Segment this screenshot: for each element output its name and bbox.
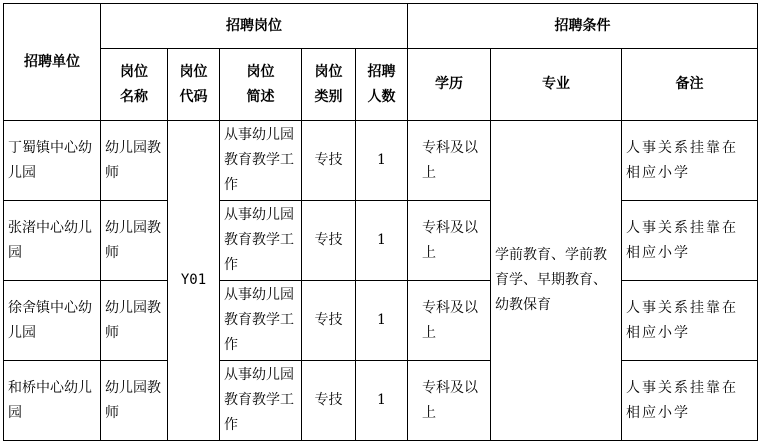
hire-count-cell: 1 — [356, 281, 408, 361]
unit-cell: 和桥中心幼儿园 — [4, 361, 101, 441]
header-hire-count: 招聘 人数 — [356, 49, 408, 121]
header-position-name: 岗位 名称 — [101, 49, 168, 121]
position-type-cell: 专技 — [302, 121, 356, 201]
header-conditions-group: 招聘条件 — [408, 4, 758, 49]
education-cell: 专科及以上 — [408, 281, 491, 361]
position-desc-cell: 从事幼儿园教育教学工作 — [220, 361, 302, 441]
header-remarks: 备注 — [622, 49, 758, 121]
position-name-cell: 幼儿园教师 — [101, 121, 168, 201]
position-desc-cell: 从事幼儿园教育教学工作 — [220, 281, 302, 361]
position-name-cell: 幼儿园教师 — [101, 281, 168, 361]
major-cell: 学前教育、学前教育学、早期教育、幼教保育 — [491, 121, 622, 441]
position-code-cell: Y01 — [168, 121, 220, 441]
header-position-desc: 岗位 简述 — [220, 49, 302, 121]
table-row — [4, 121, 758, 201]
remarks-cell: 人事关系挂靠在相应小学 — [622, 201, 758, 281]
table-row — [4, 281, 758, 361]
header-position-type: 岗位 类别 — [302, 49, 356, 121]
remarks-cell: 人事关系挂靠在相应小学 — [622, 121, 758, 201]
position-type-cell: 专技 — [302, 201, 356, 281]
unit-cell: 张渚中心幼儿园 — [4, 201, 101, 281]
position-type-cell: 专技 — [302, 361, 356, 441]
position-desc-cell: 从事幼儿园教育教学工作 — [220, 201, 302, 281]
remarks-cell: 人事关系挂靠在相应小学 — [622, 361, 758, 441]
header-major: 专业 — [491, 49, 622, 121]
header-education: 学历 — [408, 49, 491, 121]
hire-count-cell: 1 — [356, 361, 408, 441]
position-desc-cell: 从事幼儿园教育教学工作 — [220, 121, 302, 201]
position-name-cell: 幼儿园教师 — [101, 201, 168, 281]
table-row — [4, 361, 758, 441]
unit-cell: 丁蜀镇中心幼儿园 — [4, 121, 101, 201]
header-unit: 招聘单位 — [4, 4, 101, 121]
education-cell: 专科及以上 — [408, 361, 491, 441]
education-cell: 专科及以上 — [408, 201, 491, 281]
table-row — [4, 201, 758, 281]
unit-cell: 徐舍镇中心幼儿园 — [4, 281, 101, 361]
remarks-cell: 人事关系挂靠在相应小学 — [622, 281, 758, 361]
header-position-code: 岗位 代码 — [168, 49, 220, 121]
position-type-cell: 专技 — [302, 281, 356, 361]
position-name-cell: 幼儿园教师 — [101, 361, 168, 441]
education-cell: 专科及以上 — [408, 121, 491, 201]
header-row-1 — [4, 4, 758, 49]
header-position-group: 招聘岗位 — [101, 4, 408, 49]
header-row-2 — [4, 49, 758, 121]
recruitment-table — [3, 3, 758, 441]
hire-count-cell: 1 — [356, 121, 408, 201]
hire-count-cell: 1 — [356, 201, 408, 281]
